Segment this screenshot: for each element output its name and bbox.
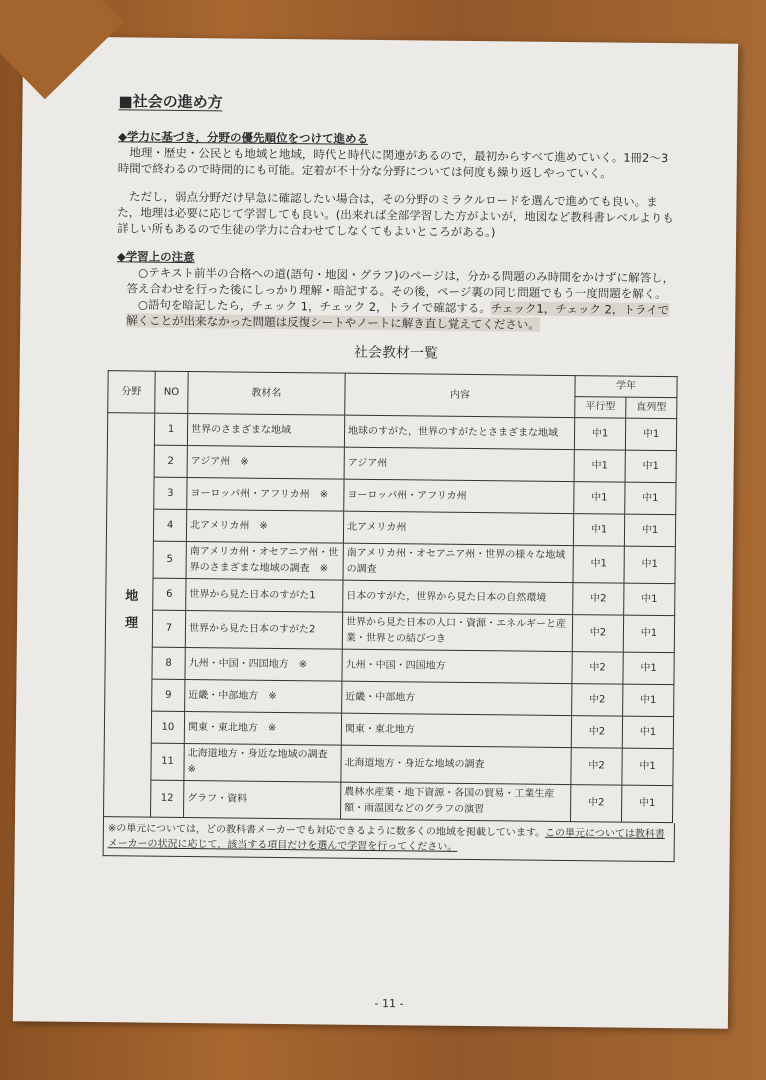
cell-no: 1: [154, 413, 187, 445]
header-name: 教材名: [188, 372, 345, 416]
page-number: - 11 -: [374, 997, 404, 1011]
header-grade: 学年: [575, 376, 677, 398]
document-page: [13, 36, 738, 1028]
cell-p: 中1: [574, 482, 625, 515]
cell-l: 中1: [621, 785, 672, 823]
cell-l: 中1: [623, 684, 674, 717]
cell-name: 南アメリカ州・オセアニア州・世界のさまざまな地域の調査 ※: [186, 542, 343, 581]
note-text: ○語句を暗記したら，チェック 1，チェック 2，トライで確認する。: [137, 297, 491, 316]
section-heading-progress: ◆学力に基づき，分野の優先順位をつけて進める: [118, 129, 369, 146]
field-cell: 地理: [104, 413, 155, 817]
cell-l: 中1: [624, 583, 675, 616]
cell-l: 中1: [625, 482, 676, 515]
cell-content: 近畿・中部地方: [342, 681, 572, 715]
cell-p: 中1: [574, 450, 625, 483]
cell-content: 地球のすがた，世界のすがたとさまざまな地域: [344, 415, 574, 449]
cell-no: 3: [154, 477, 187, 509]
cell-l: 中1: [623, 652, 674, 685]
table-row: [104, 743, 673, 786]
footnote-underlined: この単元については教科書メーカーの状況に応じて，該当する項目だけを選んで学習を行ってください。: [107, 827, 665, 853]
cell-p: 中2: [573, 583, 624, 616]
cell-content: ヨーロッパ州・アフリカ州: [344, 479, 574, 513]
section-heading-notes: ◆学習上の注意: [116, 249, 195, 265]
cell-name: 関東・東北地方 ※: [184, 712, 341, 746]
cell-p: 中2: [570, 785, 621, 823]
cell-l: 中1: [624, 546, 675, 584]
cell-no: 11: [151, 743, 184, 780]
highlighted-text: チェック1，チェック 2，トライで解くことが出来なかった問題は反復シートやノートに解き直し覚えてください。: [126, 301, 670, 332]
materials-table: [103, 370, 678, 823]
cell-name: 北アメリカ州 ※: [186, 510, 343, 544]
cell-no: 5: [153, 541, 186, 578]
page-title: ■社会の進め方: [118, 92, 223, 112]
cell-name: 世界のさまざまな地域: [187, 414, 344, 448]
cell-name: 近畿・中部地方 ※: [185, 680, 342, 714]
cell-no: 12: [151, 780, 184, 817]
cell-l: 中1: [622, 716, 673, 749]
cell-content: 北海道地方・身近な地域の調査: [341, 745, 571, 784]
cell-content: 北アメリカ州: [343, 511, 573, 545]
cell-no: 2: [154, 445, 187, 477]
paragraph: ただし，弱点分野だけ早急に確認したい場合は，その分野のミラクルロードを選んで進めても良い。また，地理は必要に応じて学習しても良い。(出来れば全部学習した方がよいが，地図など教科書レベルよりも詳しい所もあるので生徒の学力に合わせてしなくてもよいところがある。): [117, 189, 674, 240]
cell-content: 日本のすがた，世界から見た日本の自然環境: [343, 580, 573, 614]
cell-no: 6: [153, 578, 186, 610]
table-title: 社会教材一覧: [353, 344, 438, 362]
cell-content: 関東・東北地方: [341, 713, 571, 747]
cell-content: 農林水産業・地下資源・各国の貿易・工業生産額・雨温図などのグラフの演習: [340, 782, 570, 821]
cell-name: 九州・中国・四国地方 ※: [185, 648, 342, 682]
cell-l: 中1: [624, 514, 675, 547]
note-item: ○テキスト前半の合格への道(語句・地図・グラフ)のページは，分かる問題のみ時間をかけずに解答し，答え合わせを行った後にしっかり理解・暗記する。その後，ページ裏の同じ問題でもう一度問題を解く。: [126, 265, 675, 302]
cell-p: 中2: [572, 684, 623, 717]
note-item: [116, 296, 676, 334]
header-field: 分野: [108, 371, 155, 413]
cell-l: 中1: [623, 615, 674, 653]
cell-p: 中1: [573, 514, 624, 547]
cell-no: 4: [153, 509, 186, 541]
paragraph: 地理・歴史・公民とも地域と地域，時代と時代に関連があるので，最初からすべて進めていく。1冊2～3時間で終わるので時間的にも可能。定着が不十分な分野については何度も繰り返しやっていく。: [117, 145, 669, 181]
cell-no: 10: [151, 711, 184, 743]
cell-p: 中1: [573, 546, 624, 584]
header-parallel: 平行型: [575, 397, 626, 419]
footnote-text: ※の単元については，どの教科書メーカーでも対応できるように数多くの地域を掲載しています。: [107, 823, 546, 839]
header-no: NO: [155, 371, 188, 413]
cell-p: 中2: [572, 652, 623, 685]
cell-name: グラフ・資料: [184, 781, 341, 820]
cell-content: 世界から見た日本の人口・資源・エネルギーと産業・世界との結びつき: [342, 612, 572, 651]
cell-l: 中1: [625, 450, 676, 483]
cell-no: 7: [152, 610, 185, 647]
cell-p: 中2: [572, 615, 623, 653]
cell-name: 世界から見た日本のすがた2: [185, 611, 342, 650]
cell-name: アジア州 ※: [187, 446, 344, 480]
footnote: [103, 817, 675, 862]
cell-content: 南アメリカ州・オセアニア州・世界の様々な地域の調査: [343, 543, 573, 582]
cell-l: 中1: [622, 748, 673, 786]
cell-content: アジア州: [344, 447, 574, 481]
cell-no: 8: [152, 647, 185, 679]
cell-name: ヨーロッパ州・アフリカ州 ※: [187, 478, 344, 512]
cell-p: 中2: [571, 748, 622, 786]
cell-p: 中1: [574, 418, 625, 451]
header-linear: 直列型: [626, 397, 677, 419]
header-content: 内容: [345, 373, 575, 417]
table-row: [106, 541, 675, 584]
cell-no: 9: [152, 679, 185, 711]
table-row: [105, 610, 674, 653]
cell-name: 北海道地方・身近な地域の調査 ※: [184, 744, 341, 783]
table-row: [104, 780, 673, 823]
cell-p: 中2: [571, 716, 622, 749]
cell-content: 九州・中国・四国地方: [342, 649, 572, 683]
cell-name: 世界から見た日本のすがた1: [186, 579, 343, 613]
cell-l: 中1: [625, 418, 676, 451]
